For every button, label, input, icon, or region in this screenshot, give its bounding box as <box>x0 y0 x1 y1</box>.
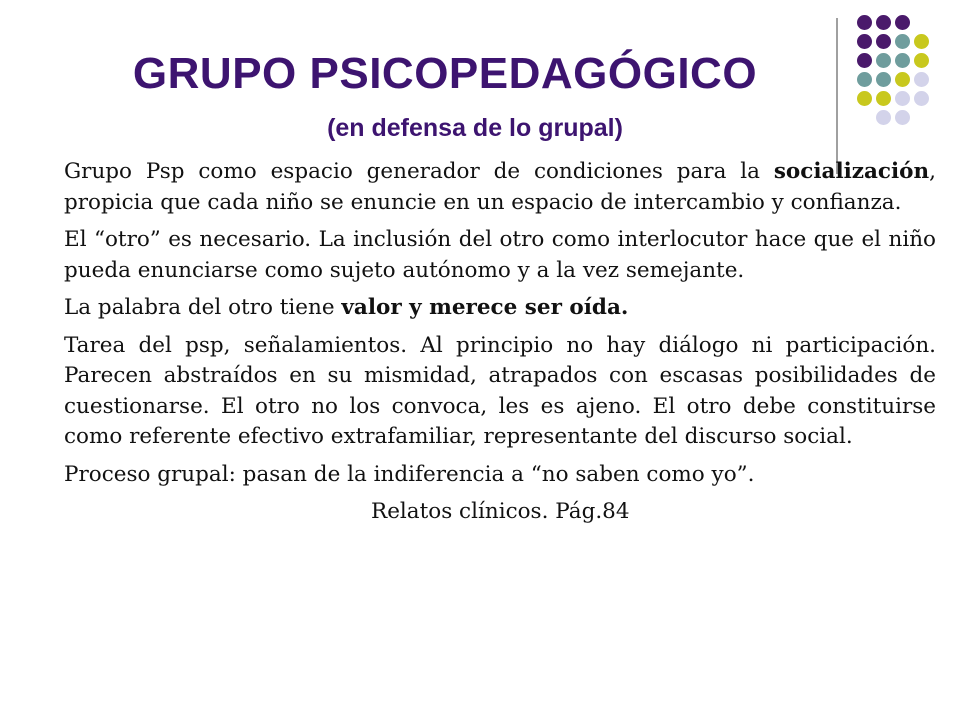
paragraph-tarea: Tarea del psp, señalamientos. Al principio no hay diálogo ni participación. Parecen abstraídos en su mismidad, atrapados con escasas posibilidades de cuestionarse. El otro no los convoca, les es ajeno. El otro debe constituirse como referente efectivo extrafamiliar, representante del discurso social. <box>64 332 936 449</box>
decorative-dot <box>857 15 872 30</box>
paragraph-proceso: Proceso grupal: pasan de la indiferencia a “no saben como yo”. <box>64 461 755 487</box>
decorative-dot <box>876 91 891 106</box>
decorative-dot <box>895 34 910 49</box>
reference-citation: Relatos clínicos. Pág.84 <box>371 499 630 524</box>
paragraph-otro: El “otro” es necesario. La inclusión del otro como interlocutor hace que el niño pueda enunciarse como sujeto autónomo y a la vez semejante. <box>64 227 936 283</box>
paragraph-text: , propicia que cada niño se enuncie en un espacio de intercambio y confianza. <box>64 159 936 215</box>
emphasis-valor: valor y merece ser oída. <box>341 295 629 320</box>
decorative-dot <box>914 53 929 68</box>
slide-title: GRUPO PSICOPEDAGÓGICO <box>132 49 758 98</box>
paragraph-text: La palabra del otro tiene <box>64 295 342 320</box>
paragraph-socializacion <box>64 157 936 218</box>
decorative-dot <box>895 53 910 68</box>
paragraph-palabra <box>64 293 936 324</box>
paragraph-text: Grupo Psp como espacio generador de condiciones para la <box>64 159 774 184</box>
decorative-dot <box>895 15 910 30</box>
decorative-dot <box>895 110 910 125</box>
decorative-dot <box>857 34 872 49</box>
decorative-dot <box>857 72 872 87</box>
decorative-dot <box>876 15 891 30</box>
decorative-dot <box>857 53 872 68</box>
decorative-dot <box>857 91 872 106</box>
decorative-dot <box>914 91 929 106</box>
decorative-dot <box>914 34 929 49</box>
decorative-divider <box>836 18 838 174</box>
decorative-dot <box>876 72 891 87</box>
decorative-dot <box>895 91 910 106</box>
decorative-dot <box>876 34 891 49</box>
decorative-dot <box>914 72 929 87</box>
slide-body <box>64 157 936 528</box>
decorative-dot <box>895 72 910 87</box>
emphasis-socializacion: socialización <box>773 159 930 184</box>
decorative-dot <box>876 53 891 68</box>
slide-subtitle: (en defensa de lo grupal) <box>327 114 623 142</box>
